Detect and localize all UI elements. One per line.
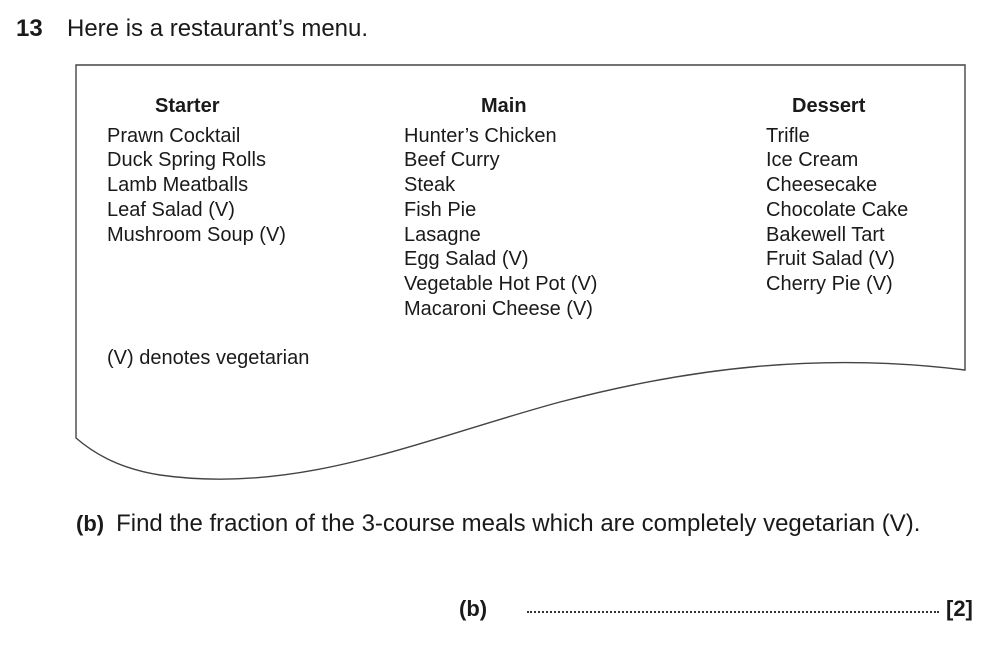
starter-item: Leaf Salad (V) [107,198,235,221]
vegetarian-note: (V) denotes vegetarian [107,347,310,369]
marks-label: [2] [946,596,973,621]
main-item: Egg Salad (V) [404,248,529,271]
starter-heading: Starter [155,95,220,117]
starter-column [107,94,286,247]
dessert-item: Chocolate Cake [766,198,909,221]
starter-item: Prawn Cocktail [107,124,241,147]
starter-item: Lamb Meatballs [107,174,249,197]
main-heading: Main [481,95,527,117]
main-item: Hunter’s Chicken [404,124,557,147]
dessert-item: Trifle [766,124,810,147]
dessert-item: Cherry Pie (V) [766,272,893,295]
question-number: 13 [16,15,43,42]
main-column [404,94,597,321]
part-b-question [76,510,920,538]
answer-label: (b) [459,596,488,621]
main-item: Lasagne [404,223,481,246]
part-b-label: (b) [76,511,105,536]
dessert-item: Cheesecake [766,174,878,197]
dessert-item: Bakewell Tart [766,223,885,246]
starter-item: Duck Spring Rolls [107,149,266,172]
dessert-column [766,94,908,297]
main-item: Fish Pie [404,198,477,221]
dessert-item: Fruit Salad (V) [766,248,895,271]
dessert-item: Ice Cream [766,149,859,172]
main-item: Beef Curry [404,149,500,172]
question-text: Here is a restaurant’s menu. [67,15,369,42]
dessert-heading: Dessert [792,95,866,117]
main-item: Steak [404,174,456,197]
main-item: Vegetable Hot Pot (V) [404,272,598,295]
answer-line[interactable] [527,611,939,613]
part-b-text: Find the fraction of the 3-course meals which are completely vegetarian (V). [116,510,921,537]
main-item: Macaroni Cheese (V) [404,297,593,320]
starter-item: Mushroom Soup (V) [107,223,286,246]
